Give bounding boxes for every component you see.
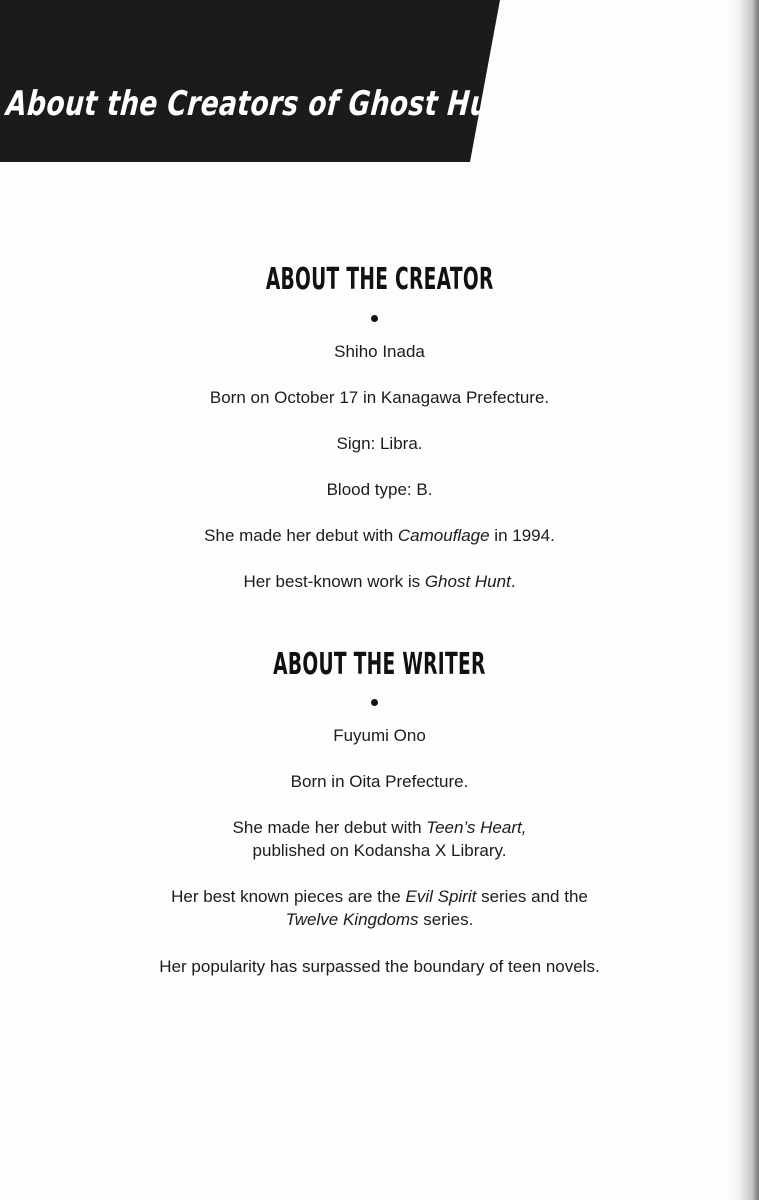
creator-blood-type: Blood type: B. [326, 480, 433, 499]
creator-debut-title: Camouflage [397, 526, 490, 545]
writer-debut-title: Teen’s Heart, [426, 818, 527, 837]
writer-bullet [371, 699, 378, 706]
writer-heading: ABOUT THE WRITER [273, 647, 486, 682]
creator-sign: Sign: Libra. [336, 434, 423, 453]
header-banner [0, 0, 524, 162]
writer-best-pieces: Her best known pieces are the Evil Spirit series and the [171, 887, 588, 906]
creator-debut: She made her debut with Camouflage in 1994. [204, 526, 555, 545]
writer-birth: Born in Oita Prefecture. [290, 772, 469, 791]
writer-best-pieces-cont: Twelve Kingdoms series. [285, 910, 474, 929]
writer-debut-publisher: published on Kodansha X Library. [252, 841, 507, 860]
writer-series-title-2: Twelve Kingdoms [285, 910, 419, 929]
creator-bullet [371, 315, 378, 322]
writer-series-title-1: Evil Spirit [405, 887, 477, 906]
creator-heading: ABOUT THE CREATOR [265, 262, 494, 297]
writer-popularity: Her popularity has surpassed the boundary of teen novels. [159, 957, 600, 976]
banner-title: About the Creators of Ghost Hunt [4, 84, 524, 124]
page-edge-shadow [725, 0, 759, 1200]
writer-name: Fuyumi Ono [333, 726, 426, 745]
creator-best-work: Her best-known work is Ghost Hunt. [243, 572, 516, 591]
creator-work-title: Ghost Hunt [424, 572, 511, 591]
creator-birth: Born on October 17 in Kanagawa Prefecture. [209, 388, 550, 407]
creator-name: Shiho Inada [334, 342, 425, 361]
writer-debut: She made her debut with Teen’s Heart, [232, 818, 527, 837]
banner-background [0, 0, 500, 162]
